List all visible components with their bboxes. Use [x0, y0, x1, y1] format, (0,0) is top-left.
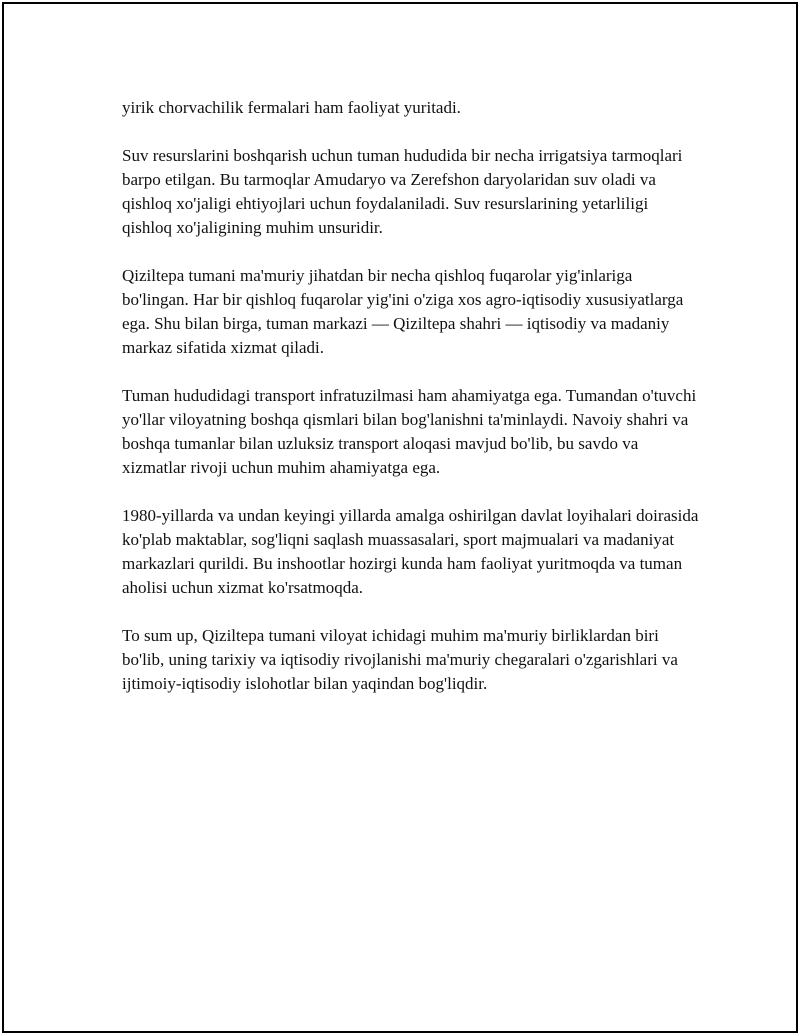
paragraph-transport: Tuman hududidagi transport infratuzilmasi ham ahamiyatga ega. Tumandan o'tuvchi yo'llar viloyatning boshqa qismlari bilan bog'lanishni ta'minlaydi. Navoiy shahri va boshqa tumanlar bilan uzluksiz transport aloqasi mavjud bo'lib, bu savdo va xizmatlar rivoji uchun muhim ahamiyatga ega.: [122, 386, 697, 477]
paragraph-administrative-division: Qiziltepa tumani ma'muriy jihatdan bir necha qishloq fuqarolar yig'inlariga bo'lingan. Har bir qishloq fuqarolar yig'ini o'ziga xos agro-iqtisodiy xususiyatlarga ega. Shu bilan birga, tuman markazi — Qiziltepa shahri — iqtisodiy va madaniy markaz sifatida xizmat qiladi.: [122, 266, 684, 357]
paragraph-continuation: yirik chorvachilik fermalari ham faoliyat yuritadi.: [122, 98, 461, 117]
paragraph-infrastructure: 1980-yillarda va undan keyingi yillarda amalga oshirilgan davlat loyihalari doirasida ko'plab maktablar, sog'liqni saqlash muassasalari, sport majmualari va madaniyat markazlari qurildi. Bu inshootlar hozirgi kunda ham faoliyat yuritmoqda va tuman aholisi uchun xizmat ko'rsatmoqda.: [122, 506, 699, 597]
paragraph-water-resources: Suv resurslarini boshqarish uchun tuman hududida bir necha irrigatsiya tarmoqlari barpo etilgan. Bu tarmoqlar Amudaryo va Zerefshon daryolaridan suv oladi va qishloq xo'jaligi ehtiyojlari uchun foydalaniladi. Suv resurslarining yetarliligi qishloq xo'jaligining muhim unsuridir.: [122, 146, 683, 237]
paragraph-conclusion: To sum up, Qiziltepa tumani viloyat ichidagi muhim ma'muriy birliklardan biri bo'lib, uning tarixiy va iqtisodiy rivojlanishi ma'muriy chegaralari o'zgarishlari va ijtimoiy-iqtisodiy islohotlar bilan yaqindan bog'liqdir.: [122, 626, 678, 693]
document-page: [2, 2, 798, 1033]
document-body: [122, 96, 702, 720]
